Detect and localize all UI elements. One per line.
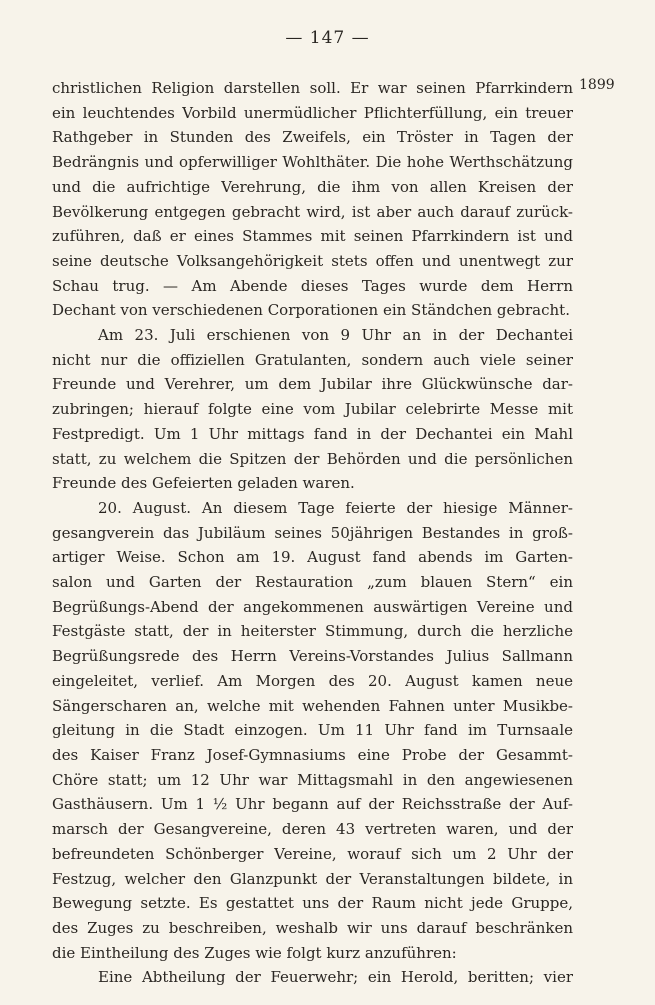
text-line: salon und Garten der Restauration „zum blauen Stern“ ein — [52, 573, 573, 592]
text-line: gesangverein das Jubiläum seines 50jährigen Bestandes in groß- — [52, 523, 573, 542]
text-line: Freunde des Gefeierten geladen waren. — [52, 474, 355, 493]
text-line: artiger Weise. Schon am 19. August fand abends im Garten- — [52, 548, 573, 567]
text-line: 20. August. An diesem Tage feierte der hiesige Männer- — [98, 498, 573, 517]
text-line: Bedrängnis und opferwilliger Wohlthäter. Die hohe Werthschätzung — [52, 153, 573, 172]
text-line: seine deutsche Volksangehörigkeit stets offen und unentwegt zur — [52, 251, 573, 270]
text-line: Rathgeber in Stunden des Zweifels, ein Tröster in Tagen der — [52, 128, 573, 147]
text-line: Festpredigt. Um 1 Uhr mittags fand in der Dechantei ein Mahl — [52, 424, 573, 443]
text-line: Schau trug. — Am Abende dieses Tages wurde dem Herrn — [52, 276, 573, 295]
text-line: die Eintheilung des Zuges wie folgt kurz anzuführen: — [52, 943, 457, 962]
text-line: Festzug, welcher den Glanzpunkt der Veranstaltungen bildete, in — [52, 869, 573, 888]
text-line: Freunde und Verehrer, um dem Jubilar ihre Glückwünsche dar- — [52, 375, 573, 394]
text-line: nicht nur die offiziellen Gratulanten, sondern auch viele seiner — [52, 350, 573, 369]
text-line: zuführen, daß er eines Stammes mit seinen Pfarrkindern ist und — [52, 227, 573, 246]
text-line: Eine Abtheilung der Feuerwehr; ein Herold, beritten; vier — [98, 968, 573, 987]
text-line: Sängerscharen an, welche mit wehenden Fahnen unter Musikbe- — [52, 696, 573, 715]
margin-year-note: 1899 — [579, 77, 615, 93]
text-line: Am 23. Juli erschienen von 9 Uhr an in der Dechantei — [98, 326, 573, 345]
text-line: Bevölkerung entgegen gebracht wird, ist aber auch darauf zurück- — [52, 202, 573, 221]
text-line: Dechant von verschiedenen Corporationen ein Ständchen gebracht. — [52, 301, 570, 320]
text-line: ein leuchtendes Vorbild unermüdlicher Pflichterfüllung, ein treuer — [52, 103, 573, 122]
text-line: des Kaiser Franz Josef-Gymnasiums eine Probe der Gesammt- — [52, 745, 573, 764]
text-line: zubringen; hierauf folgte eine vom Jubilar celebrirte Messe mit — [52, 400, 573, 419]
text-line: statt, zu welchem die Spitzen der Behörden und die persönlichen — [52, 449, 573, 468]
text-line: christlichen Religion darstellen soll. Er war seinen Pfarrkindern — [52, 79, 573, 97]
text-line: gleitung in die Stadt einzogen. Um 11 Uhr fand im Turnsaale — [52, 721, 573, 740]
text-line: Chöre statt; um 12 Uhr war Mittagsmahl in den angewiesenen — [52, 770, 573, 789]
text-line: Gasthäusern. Um 1 ½ Uhr begann auf der Reichsstraße der Auf- — [52, 795, 573, 814]
text-line: marsch der Gesangvereine, deren 43 vertreten waren, und der — [52, 820, 573, 839]
text-line: eingeleitet, verlief. Am Morgen des 20. August kamen neue — [52, 671, 573, 690]
text-line: befreundeten Schönberger Vereine, worauf sich um 2 Uhr der — [52, 844, 573, 863]
page-number: — 147 — — [285, 28, 370, 48]
text-line: Bewegung setzte. Es gestattet uns der Raum nicht jede Gruppe, — [52, 894, 573, 913]
text-line: des Zuges zu beschreiben, weshalb wir uns darauf beschränken — [52, 918, 573, 937]
text-line: Begrüßungsrede des Herrn Vereins-Vorstandes Julius Sallmann — [52, 647, 573, 666]
body-text — [52, 76, 573, 990]
text-line: Begrüßungs-Abend der angekommenen auswärtigen Vereine und — [52, 597, 573, 616]
text-line: und die aufrichtige Verehrung, die ihm von allen Kreisen der — [52, 177, 573, 196]
text-line: Festgäste statt, der in heiterster Stimmung, durch die herzliche — [52, 622, 573, 641]
